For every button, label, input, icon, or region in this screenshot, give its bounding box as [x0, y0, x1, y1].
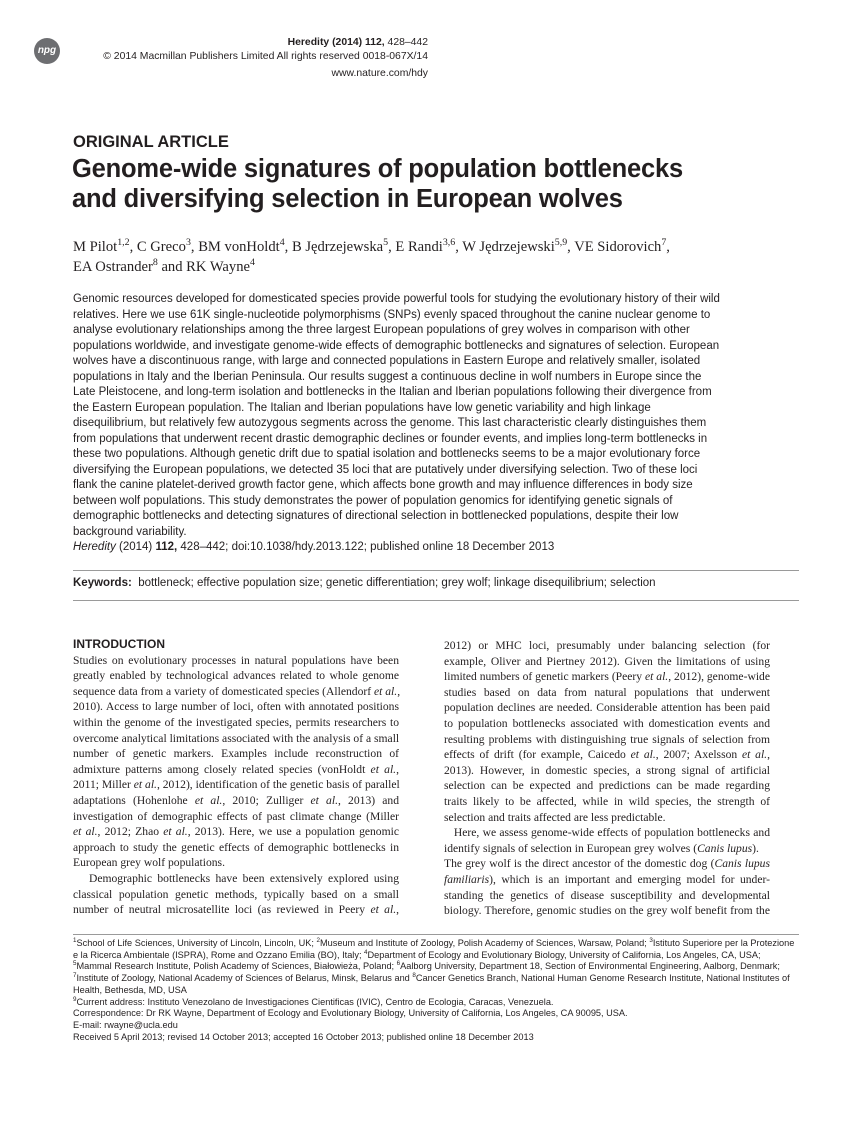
body-text-line: Here, we assess genome-wide effects of population bottlenecks and [444, 826, 770, 840]
abstract-line: from populations that underwent recent drastic demographic declines or founder events, and implies long-term bottlenecks in [73, 432, 708, 445]
body-text-line: adaptations (Hohenlohe et al., 2010; Zulliger et al., 2013) and [73, 793, 400, 807]
body-text-line: investigation of demographic effects of past climate change (Miller [73, 809, 399, 823]
body-text-line: resulting problems with distinguishing true signals of selection from [444, 732, 770, 746]
body-text-line: to population bottlenecks associated with domestication events and [444, 716, 770, 730]
copyright-line: © 2014 Macmillan Publishers Limited All rights reserved 0018-067X/14 [103, 51, 428, 62]
body-text-line: biology. Therefore, genomic studies on the grey wolf benefit from the [444, 904, 770, 918]
body-text-line: sequence data from a variety of domesticated species (Allendorf et al., [73, 684, 401, 698]
abstract-line: background variability. [73, 525, 187, 538]
article-title [72, 154, 792, 214]
footnote-body [73, 938, 799, 1043]
body-text-line: standing the genetics of disease susceptibility and developmental [444, 888, 770, 902]
journal-url[interactable]: www.nature.com/hdy [331, 68, 428, 79]
body-text-line: selection can be expected and predictions can be made regarding [444, 779, 770, 793]
abstract [73, 292, 793, 556]
footnote-line: $^1$School of Life Sciences, University of Lincoln, Lincoln, UK; $^2$Museum and Institute of Zoology, Polish Academy of Sciences, Warsaw, Poland; $^3$Istituto Superiore per la Protezione [73, 936, 795, 948]
footnote-line: Health, Bethesda, MD, USA [73, 984, 187, 995]
abstract-line: these two populations. Although genetic drift due to spatial isolation and bottlenecks seems to be a major evolutionary force [73, 448, 701, 460]
body-text-line: number of genetic markers. Examples include reconstruction of [73, 747, 399, 761]
abstract-body [73, 292, 793, 540]
author-list [73, 237, 793, 277]
keywords [73, 577, 656, 589]
publisher-logo: npg [34, 38, 60, 64]
title-line: Genome-wide signatures of population bottlenecks [72, 155, 683, 183]
abstract-line: between wolf populations. This study demonstrates the power of population genomics for identifying genetic signals of [73, 494, 673, 507]
abstract-line: flank the canine platelet-derived growth factor gene, which affects bone growth and may influence differences in body size [73, 479, 693, 491]
body-text-line: familiaris), which is an important and emerging model for under- [444, 872, 770, 886]
body-text-line: admixture patterns among closely related species (vonHoldt et al., [73, 762, 399, 776]
journal-citation: Heredity (2014) 112, 428–442 [287, 37, 428, 48]
footnote-line: $^7$Institute of Zoology, National Academy of Sciences of Belarus, Minsk, Belarus and $^8$Cancer Genetics Branch, National Human Genome Research Institute, National Institutes of [73, 972, 790, 984]
abstract-line: the Eastern European population. The Italian and Iberian populations have low genetic variability and high linkage [73, 401, 651, 414]
abstract-line: relatives. Here we use 61K single-nucleotide polymorphisms (SNPs) evenly spaced throughout the canine nuclear genome to [73, 308, 711, 321]
keywords-top-rule [73, 570, 799, 571]
abstract-line: Genomic resources developed for domesticated species provide powerful tools for studying the evolutionary history of their wild [73, 293, 720, 305]
keywords-label: Keywords: [73, 577, 132, 589]
title-line: and diversifying selection in European wolves [72, 185, 623, 213]
abstract-line: diversifying the European populations, we detected 35 loci that are putatively under diversifying selection. Two of these loci [73, 463, 698, 476]
left-column-text [73, 653, 399, 918]
footnote-line: Received 5 April 2013; revised 14 October 2013; accepted 16 October 2013; published online 18 December 2013 [73, 1031, 534, 1042]
body-text-line: The grey wolf is the direct ancestor of the domestic dog (Canis lupus [444, 857, 770, 871]
body-text-line: 2012) or MHC loci, presumably under balancing selection (for [444, 639, 770, 652]
footnote-line: Correspondence: Dr RK Wayne, Department of Ecology and Evolutionary Biology, University of California, Los Angeles, CA 90095, USA. [73, 1008, 628, 1019]
right-column-text [444, 638, 770, 919]
body-text-line: approach to study the genetic effects of demographic bottlenecks in [73, 840, 399, 854]
abstract-line: demographic bottlenecks and detecting signatures of directional selection in bottlenecked populations, despite their low [73, 510, 679, 522]
body-text-line: 2011; Miller et al., 2012), identification of the genetic basis of parallel [73, 778, 400, 792]
body-text-line: traits likely to be affected, while in wild species, the strength of [444, 794, 770, 808]
body-text-line: Demographic bottlenecks have been extensively explored using [73, 871, 399, 885]
body-column-right [444, 638, 770, 919]
author-line: EA Ostrander$^8$ and RK Wayne$^4$ [73, 257, 255, 275]
abstract-line: analyse evolutionary relationships among the three largest European populations of grey wolves in comparison with other [73, 324, 690, 336]
section-heading-introduction: INTRODUCTION [73, 637, 165, 651]
footnote-line: $^5$Mammal Research Institute, Polish Academy of Sciences, Białowieża, Poland; $^6$Aalborg University, Department 18, Section of Environmental Engineering, Aalborg, Denmark; [73, 960, 780, 972]
keywords-bottom-rule [73, 600, 799, 601]
keywords-text: bottleneck; effective population size; genetic differentiation; grey wolf; linkage disequilibrium; selection [138, 577, 656, 589]
footnote-line: $^9$Current address: Instituto Venezolano de Investigaciones Cientificas (IVIC), Centro de Ecologia, Caracas, Venezuela. [73, 995, 554, 1007]
abstract-line: wolves have a discontinuous range, with large and connected populations in Eastern Europe and relatively smaller, isolated [73, 355, 701, 367]
section-label: ORIGINAL ARTICLE [73, 133, 229, 151]
body-text-line: identify signals of selection in European grey wolves (Canis lupus). [444, 841, 759, 855]
abstract-citation: Heredity (2014) 112, 428–442; doi:10.1038/hdy.2013.122; published online 18 December 2013 [73, 541, 555, 553]
body-text-line: greatly enabled by technological advances related to whole genome [73, 669, 399, 683]
body-text-line: example, Oliver and Piertney 2012). Given the limitations of using [444, 654, 770, 668]
body-text-line: population declines are needed. Considerable attention has been paid [444, 701, 770, 715]
body-text-line: selection and traits affected are less predictable. [444, 810, 666, 824]
body-text-line: within the genome of the investigated species, permits researchers to [73, 715, 399, 729]
footnotes [73, 938, 799, 1043]
body-text-line: overcome analytical limitations associated with the analysis of a small [73, 731, 400, 745]
body-text-line: classical population genetic methods, typically based on a small [73, 887, 399, 901]
abstract-line: disequilibrium, but relatively few autozygous segments across the genome. This last characteristic clearly distinguishes them [73, 417, 707, 429]
body-text-line: effects of drift (for example, Caicedo et al., 2007; Axelsson et al., [444, 748, 770, 762]
body-column-left [73, 637, 399, 918]
body-text-line: Studies on evolutionary processes in natural populations have been [73, 653, 399, 667]
body-text-line: 2013). However, in domestic species, a strong signal of artificial [444, 763, 770, 777]
abstract-line: Late Pleistocene, and long-term isolation and bottlenecks in the Italian and Iberian populations following their divergence from [73, 386, 712, 398]
body-text-line: European grey wolf populations. [73, 856, 225, 870]
footnote-rule [73, 934, 799, 935]
footnote-line: e la Ricerca Ambientale (ISPRA), Rome and Ozzano Emilia (BO), Italy; $^4$Department of Ecology and Evolutionary Biology, University of California, Los Angeles, CA, USA; [73, 948, 761, 960]
author-line: M Pilot$^{1,2}$, C Greco$^3$, BM vonHoldt$^4$, B Jędrzejewska$^5$, E Randi$^{3,6}$, W Jędrzejewski$^{5,9}$, VE Sidorovich$^7$, [73, 237, 670, 255]
abstract-line: populations in Italy and the Iberian Peninsula. Our results suggest a continuous decline in wolf numbers in Europe since the [73, 370, 702, 383]
body-text-line: 2010). Access to large number of loci, often with annotated positions [73, 700, 399, 714]
abstract-line: populations worldwide, and investigate genome-wide effects of demographic bottlenecks and signatures of selection. European [73, 339, 720, 352]
body-text-line: et al., 2012; Zhao et al., 2013). Here, we use a population genomic [73, 825, 399, 839]
body-text-line: limited numbers of genetic markers (Peery et al., 2012), genome-wide [444, 670, 770, 684]
body-text-line: studies based on data from natural populations that underwent [444, 685, 770, 699]
footnote-line: E-mail: rwayne@ucla.edu [73, 1019, 178, 1030]
body-text-line: number of neutral microsatellite loci (as reviewed in Peery et al., [73, 903, 400, 917]
